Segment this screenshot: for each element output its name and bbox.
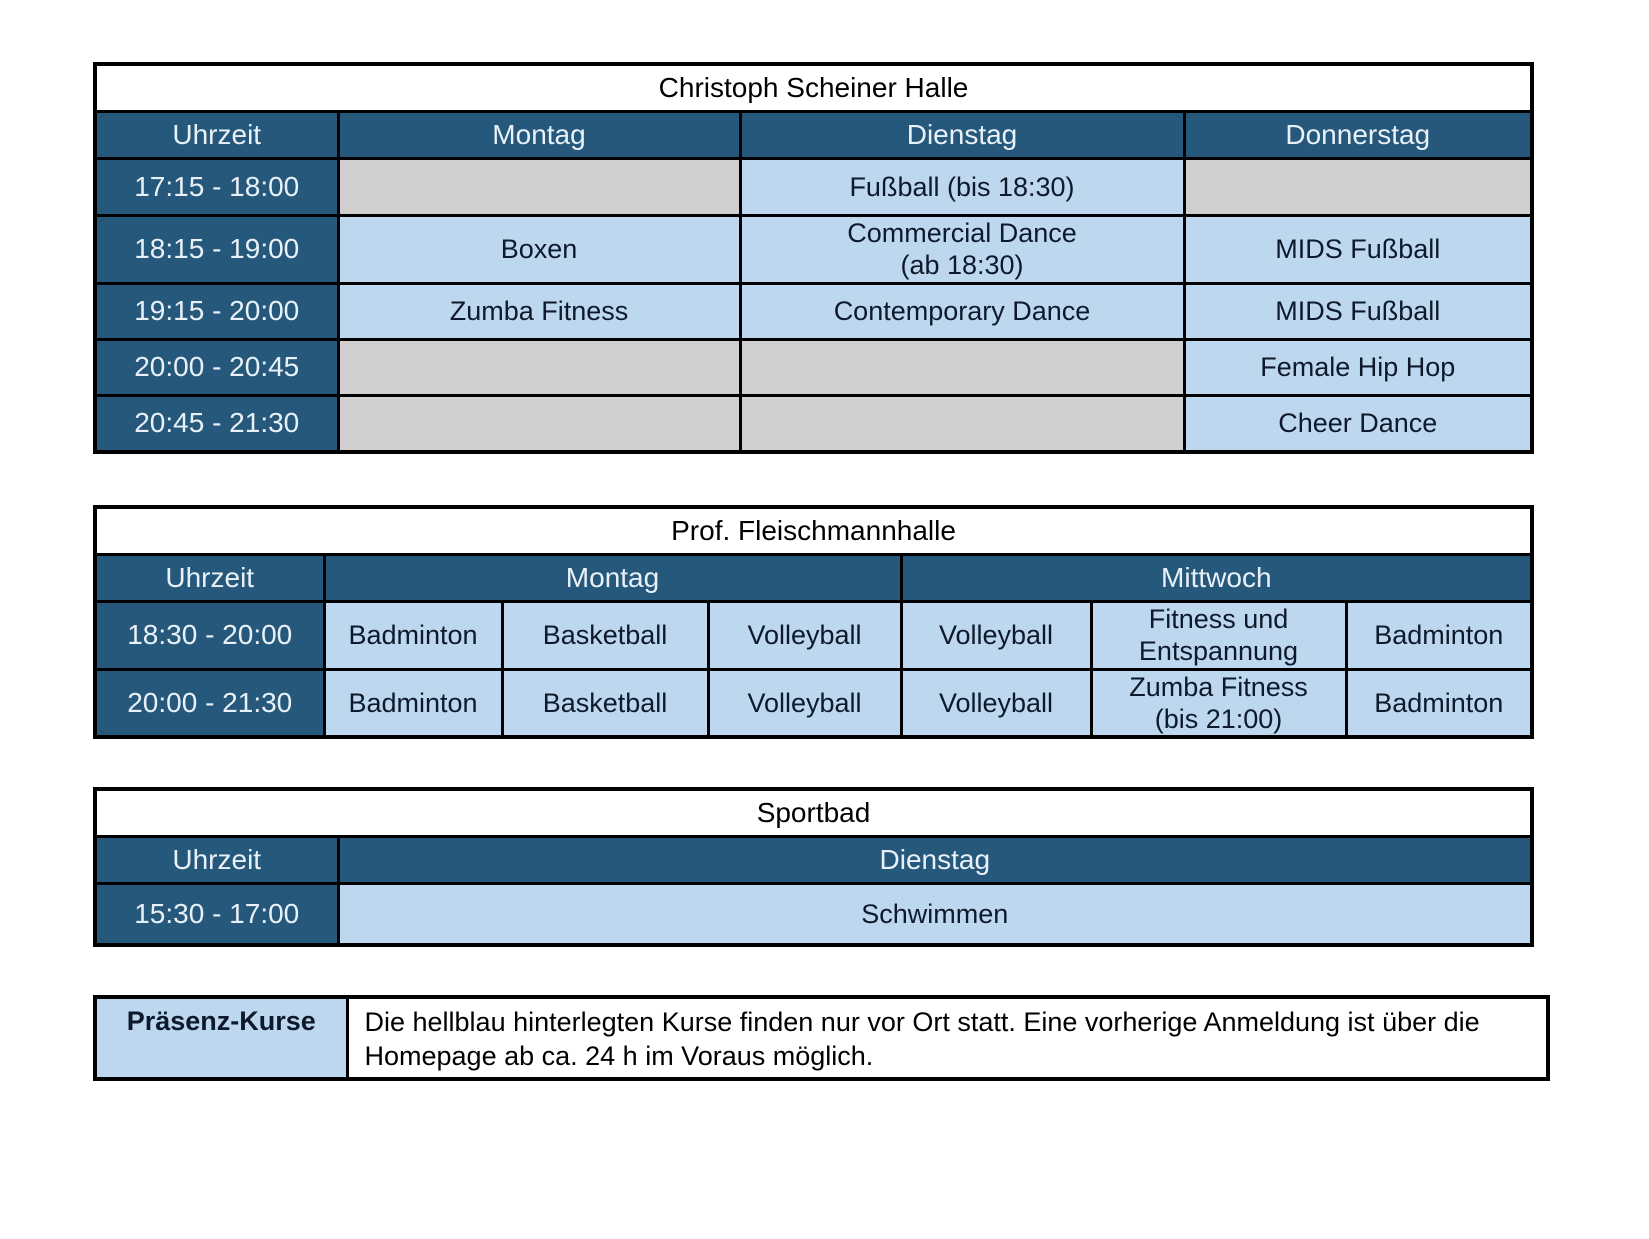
empty-cell bbox=[338, 339, 740, 395]
table-sportbad bbox=[93, 787, 1534, 947]
time-cell: 18:15 - 19:00 bbox=[95, 216, 338, 284]
table-title-row bbox=[95, 507, 1532, 555]
table-title: Prof. Fleischmannhalle bbox=[95, 507, 1532, 555]
course-cell bbox=[740, 216, 1184, 284]
course-cell: Badminton bbox=[324, 601, 502, 669]
time-cell: 17:15 - 18:00 bbox=[95, 159, 338, 216]
course-cell: Female Hip Hop bbox=[1184, 339, 1532, 395]
course-cell: Volleyball bbox=[708, 669, 901, 737]
table-row bbox=[95, 601, 1532, 669]
header-montag: Montag bbox=[338, 112, 740, 159]
time-cell: 19:15 - 20:00 bbox=[95, 283, 338, 339]
table-row bbox=[95, 339, 1532, 395]
empty-cell bbox=[740, 339, 1184, 395]
table-row bbox=[95, 395, 1532, 452]
course-line: Commercial Dance bbox=[847, 218, 1077, 248]
course-cell: Badminton bbox=[1346, 601, 1532, 669]
header-montag: Montag bbox=[324, 554, 901, 601]
header-dienstag: Dienstag bbox=[338, 837, 1532, 884]
header-uhrzeit: Uhrzeit bbox=[95, 112, 338, 159]
course-line: Zumba Fitness bbox=[1129, 671, 1308, 702]
table-christoph-scheiner-halle bbox=[93, 62, 1534, 454]
course-cell: MIDS Fußball bbox=[1184, 283, 1532, 339]
table-row bbox=[95, 283, 1532, 339]
course-cell: Schwimmen bbox=[338, 884, 1532, 946]
course-cell: Zumba Fitness bbox=[338, 283, 740, 339]
header-row bbox=[95, 112, 1532, 159]
course-cell: Badminton bbox=[324, 669, 502, 737]
course-cell: MIDS Fußball bbox=[1184, 216, 1532, 284]
header-uhrzeit: Uhrzeit bbox=[95, 554, 324, 601]
empty-cell bbox=[338, 395, 740, 452]
empty-cell bbox=[338, 159, 740, 216]
empty-cell bbox=[1184, 159, 1532, 216]
time-cell: 20:00 - 20:45 bbox=[95, 339, 338, 395]
table-title-row bbox=[95, 64, 1532, 112]
note-text: Die hellblau hinterlegten Kurse finden nur vor Ort statt. Eine vorherige Anmeldung ist über die Homepage ab ca. 24 h im Voraus möglich. bbox=[347, 997, 1548, 1079]
course-line: Fitness und bbox=[1148, 603, 1289, 634]
course-line: (bis 21:00) bbox=[1154, 703, 1283, 734]
course-cell: Contemporary Dance bbox=[740, 283, 1184, 339]
note-row bbox=[95, 997, 1548, 1079]
course-line: (ab 18:30) bbox=[900, 250, 1024, 281]
time-cell: 18:30 - 20:00 bbox=[95, 601, 324, 669]
table-prof-fleischmannhalle bbox=[93, 505, 1534, 740]
header-row bbox=[95, 554, 1532, 601]
course-cell: Volleyball bbox=[901, 669, 1091, 737]
course-cell: Basketball bbox=[502, 669, 708, 737]
table-title: Sportbad bbox=[95, 789, 1532, 837]
course-cell bbox=[1091, 601, 1346, 669]
praesenz-kurse-note bbox=[93, 995, 1550, 1081]
table-row bbox=[95, 159, 1532, 216]
header-uhrzeit: Uhrzeit bbox=[95, 837, 338, 884]
empty-cell bbox=[740, 395, 1184, 452]
course-cell: Fußball (bis 18:30) bbox=[740, 159, 1184, 216]
header-row bbox=[95, 837, 1532, 884]
time-cell: 15:30 - 17:00 bbox=[95, 884, 338, 946]
time-cell: 20:00 - 21:30 bbox=[95, 669, 324, 737]
course-cell: Volleyball bbox=[901, 601, 1091, 669]
course-cell: Cheer Dance bbox=[1184, 395, 1532, 452]
course-cell: Boxen bbox=[338, 216, 740, 284]
table-title-row bbox=[95, 789, 1532, 837]
course-cell: Badminton bbox=[1346, 669, 1532, 737]
header-mittwoch: Mittwoch bbox=[901, 554, 1532, 601]
header-donnerstag: Donnerstag bbox=[1184, 112, 1532, 159]
table-row bbox=[95, 884, 1532, 946]
table-title: Christoph Scheiner Halle bbox=[95, 64, 1532, 112]
course-cell: Volleyball bbox=[708, 601, 901, 669]
time-cell: 20:45 - 21:30 bbox=[95, 395, 338, 452]
course-line: Entspannung bbox=[1138, 636, 1299, 667]
table-row bbox=[95, 216, 1532, 284]
course-cell: Basketball bbox=[502, 601, 708, 669]
note-label: Präsenz-Kurse bbox=[95, 997, 347, 1079]
course-cell bbox=[1091, 669, 1346, 737]
table-row bbox=[95, 669, 1532, 737]
header-dienstag: Dienstag bbox=[740, 112, 1184, 159]
